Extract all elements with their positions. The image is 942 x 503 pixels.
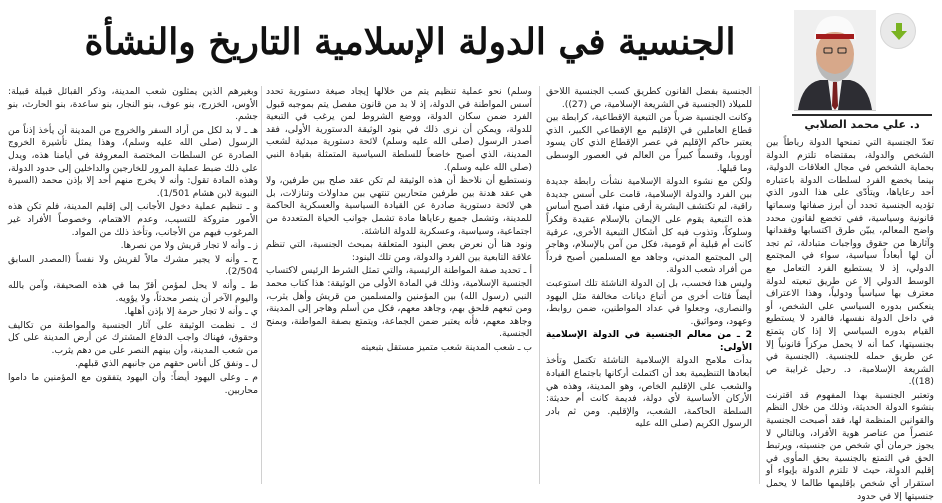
paragraph: بدأت ملامح الدولة الإسلامية الناشئة تكتمل وتأخذ أبعادها التنظيمية بعد أن اكتملت أركانها باجتماع القيادة والشعب على الإقليم الخاص، وهو المدينة، وهذه هي الأركان الأساسية لأي دولة، فديمة كانت أم حديثة: السلطة الحاكمة، الشعب، والإقليم. ومن ثم بادر الرسول الكريم (صلى الله عليه xyxy=(546,355,752,430)
article-headline: الجنسية في الدولة الإسلامية التاريخ والنشأة xyxy=(84,21,736,63)
paragraph: ب ـ شعب المدينة شعب متميز مستقل بتبعيته xyxy=(360,341,532,353)
paragraph: و ـ تنظيم عملية دخول الأجانب إلى إقليم المدينة، فلم تكن هذه الأمور متروكة للتسيب، وعدم الاهتمام، وخصوصاً الأفراد غير المرغوب فيهم من الأجانب، وتأخذ ذلك من المواد. xyxy=(8,201,258,238)
paragraph: وكانت الجنسية ضرباً من التبعية الإقطاعية، كرابطة بين قطاع العاملين في الإقليم مع الإقطاعي الكبير، الذي يعتبر حاكم الإقليم في عصر الإقطاع الذي كان يسود أوروبا، وقسماً كبيراً من العالم في العصور الوسطى وما قبلها. xyxy=(546,112,752,174)
article-column-2 xyxy=(546,86,752,487)
paragraph: وتعتبر الجنسية بهذا المفهوم قد اقترنت بنشوء الدولة الحديثة، وذلك من خلال النظم والقوانين المنظمة لها، فقد أصبحت الجنسية عنصراً من عناصر هوية الأفراد، وبالتالي لا يجوز حرمان أي شخص من جنسيته، ويرتبط الحق في التمتع بالجنسية بحق المأوى في إقليم الدولة، حيث لا تلتزم الدولة بإيواء أو استقرار أي شخص بإقليمها طالما لا يحمل جنسيتها إلا في حدود xyxy=(766,389,934,502)
paragraph: تعدّ الجنسية التي تمنحها الدولة رباطاً بين الشخص والدولة، بمقتضاه تلتزم الدولة بحماية الشخص في مجال العلاقات الدولية، بينما يخضع الفرد لسلطات الدولة باعتباره أحد رعاياها، ويتأدّى على هذا الدور الذي تؤديه الجنسية تحدد أن أبرز صفاتها وسماتها قانونية وسياسية، ففي تخضع لقانون محدد واضح المعالم، يبيّن طرق اكتسابها وفقدانها وآثارها من حقوق وواجبات متبادلة، ثم تجد أن لها أبعاداً سياسية، سواء في المجتمع الدولي، إذ لا يستطيع الفرد التعامل مع الوسط الدولي إلا عن طريق تبعيته لدولة معترف بها سياسياً ودولياً، وهذا الاعتراف ينعكس بدوره السياسي على الشخص، أو في داخل الدولة نفسها، فالفرد لا يستطيع القيام بدوره السياسي إلا إذا كان يتمتع بجنسيتها، كما أنه لا يحمل مركزاً قانونياً إلا عن طريق حمله للجنسية. (الجنسية في الشريعة الإسلامية، د. رحيل غرايبة ص (18)). xyxy=(766,137,934,388)
paragraph: أ ـ تحديد صفة المواطنة الرئيسية، والتي تمثل الشرط الرئيس لاكتساب الجنسية الإسلامية، وذلك في المادة الأولى من الوثيقة: هذا كتاب محمد النبي (رسول الله) بين المؤمنين والمسلمين من قريش وأهل يثرب، ومن تبعهم فلحق بهم، وجاهد معهم، فكل من أسلم وهاجر إلى المدينة، وجاهد معهم، فأنه يعتبر ضمن الجماعة، ويتمتع بصفة المواطنة، وبمنح الجنسية. xyxy=(266,265,532,340)
download-arrow-icon xyxy=(890,22,908,42)
paragraph: ل ـ ونفق كل أناس حقهم من جانبهم الذي قبلهم. xyxy=(74,358,258,370)
paragraph: ك ـ نظمت الوثيقة على آثار الجنسية والمواطنة من تكاليف وحقوق، فهناك واجب الدفاع المشترك عن أرض المدينة على كل من شعب المدينة، وأن بينهم النصر على من دهم يثرب. xyxy=(8,319,258,356)
section-subheading: 2 ـ من معالم الجنسية في الدولة الإسلامية الأولى: xyxy=(546,329,752,353)
paragraph: ونود هنا أن نعرض بعض البنود المتعلقة بمبحث الجنسية، التي تنظم علاقة التابعية بين الفرد والدولة، ومن تلك البنود: xyxy=(266,239,532,263)
paragraph: ونستطيع أن نلاحظ أن هذه الوثيقة لم تكن عقد صلح بين طرفين، ولا هي عقد هدنة بين طرفين متحاربين تنتهي بين مداولات وتنازلات، بل هي لائحة دستورية صادرة عن القيادة السياسية والعسكرية الحاكمة للمدينة، وتشمل جميع رعاياها مادة تشمل جوانب الحياة المتعددة من اجتماعية، وسياسية، وعسكرية للدولة الناشئة. xyxy=(266,175,532,237)
paragraph: ز ـ وأنه لا تجار قريش ولا من نصرها. xyxy=(120,240,258,252)
paragraph: الجنسية بفضل القانون كطريق كسب الجنسية اللاحق للميلاد (الجنسية في الشريعة الإسلامية، ص (27)). xyxy=(546,86,752,110)
paragraph: م ـ وعلى اليهود أيضاً: وأن اليهود يتفقون مع المؤمنين ما داموا محاربين. xyxy=(8,372,258,396)
author-photo xyxy=(794,10,876,111)
paragraph: ط ـ وأنه لا يحل لمؤمن أقرّ بما في هذه الصحيفة، وآمن بالله واليوم الآخر أن ينصر محدثاً، ولا يؤويه. xyxy=(8,279,258,304)
paragraph: ولكن مع نشوء الدولة الإسلامية نشأت رابطة جديدة بين الفرد والدولة الإسلامية، قامت على أسس جديدة راقية، لم تكتشف البشرية أرقى منها، فقد أصبح أساس هذه التبعية يقوم على الإيمان بالإسلام عقيدة وفكراً وسلوكاً، وتذوب فيه كل أشكال التبعية الأخرى، عرقية كانت أم قبلية أم قومية، فكل من آمن بالإسلام، وهاجر إلى المجتمع المدني، وجاهد مع المسلمين أصبح فرداً من أفراد شعب الدولة. xyxy=(546,176,752,276)
paragraph: هـ ـ لا بد لكل من أراد السفر والخروج من المدينة أن يأخذ إذناً من الرسول (صلى الله عليه وسلم)، وهذا يمثل تأشيرة الخروج الصادرة عن السلطات المختصة المعروفة في أيامنا هذه، ويدل على ذلك ضبط عملية المرور للخارجين والداخلين إلى حدود الدولة، وهذه المادة تقول: وأنه لا يخرج منهم أحد إلا بإذن محمد (السيرة النبوية لابن هشام 1/501). xyxy=(8,124,258,199)
article-column-4 xyxy=(8,86,258,487)
author-byline: د. علي محمد الصلابي xyxy=(792,114,932,134)
article-column-1 xyxy=(766,137,934,502)
article-column-3 xyxy=(266,86,532,487)
download-button[interactable] xyxy=(880,13,916,49)
paragraph: وسلم) نحو عملية تنظيم يتم من خلالها إيجاد صيغة دستورية تحدد أسس المواطنة في الدولة، إذ لا بد من قانون مفصل يتم بموجبه قبول الفرد ضمن سكان الدولة، ووضع الشروط لمن يرغب في التبعية للدولة، ويمكن أن نرى ذلك في بنود الوثيقة الدستورية الأولى، فقد أصدر الرسول (صلى الله عليه وسلم) لائحة دستورية مبدئية لشعب المدينة، الذي أصبح خاضعاً للسلطة السياسية المتمثلة بقيادة النبي (صلى الله عليه وسلم). xyxy=(266,86,532,173)
paragraph: وبغيرهم الذين يمثلون شعب المدينة، وذكر القبائل قبيلة قبيلة: الأوس، الخزرج، بنو عوف، بنو النجار، بنو ساعدة، بنو الحارث، بنو جشم. xyxy=(8,86,258,123)
paragraph: وليس هذا فحسب، بل إن الدولة الناشئة تلك استوعبت أيضاً فئات أخرى من أتباع ديانات مخالفة مثل اليهود والنصارى، وجعلوا في عداد المواطنين، ضمن روابط، وعهود، ومواثيق. xyxy=(546,277,752,327)
paragraph: ح ـ وأنه لا يجير مشرك مالاً لقريش ولا نفساً (المصدر السابق 2/504). xyxy=(8,253,258,278)
paragraph: ي ـ وأنه لا تجار حرمة إلا بإذن أهلها. xyxy=(124,306,258,318)
